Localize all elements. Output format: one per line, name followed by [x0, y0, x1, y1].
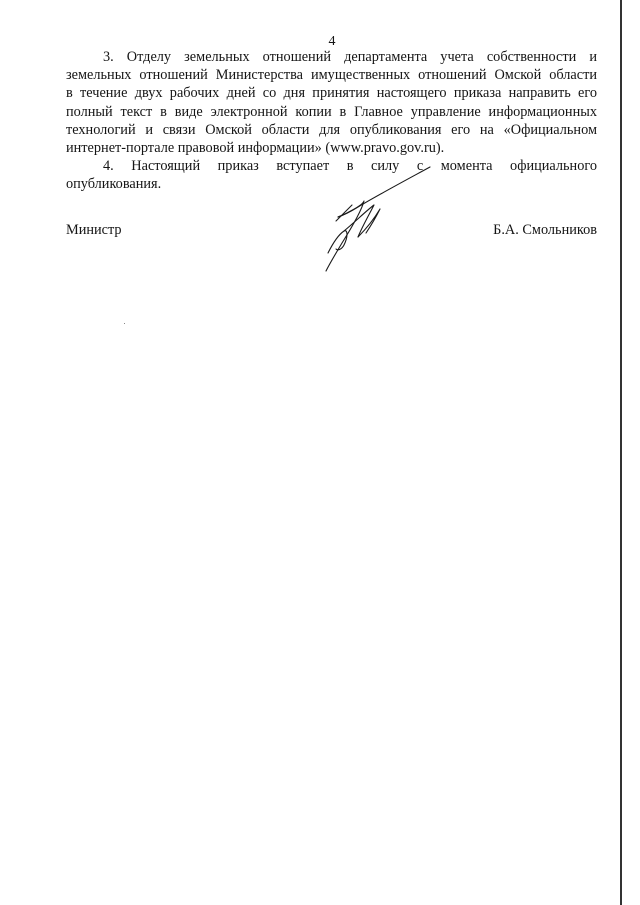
paragraph-3-line-3: в течение двух рабочих дней со дня принятия настоящего приказа направить его	[66, 85, 597, 102]
signer-name: Б.А. Смольников	[493, 222, 597, 238]
paragraph-4-line-2: опубликования.	[66, 176, 162, 193]
paragraph-3	[66, 48, 597, 157]
paragraph-4-line-1: 4. Настоящий приказ вступает в силу с момента официального	[103, 158, 597, 174]
page-edge-line	[620, 0, 622, 905]
paragraph-3-line-6: интернет-портале правовой информации» (www.pravo.gov.ru).	[66, 140, 445, 157]
handwritten-signature	[318, 165, 438, 275]
paragraph-3-line-4: полный текст в виде электронной копии в Главное управление информационных	[66, 103, 597, 120]
paragraph-3-line-2: земельных отношений Министерства имущественных отношений Омской области	[66, 67, 597, 84]
scan-speck	[124, 323, 125, 324]
paragraph-3-line-5: технологий и связи Омской области для опубликования его на «Официальном	[66, 121, 597, 138]
paragraph-3-line-1: 3. Отделу земельных отношений департамента учета собственности и	[103, 49, 597, 65]
signer-role: Министр	[66, 222, 122, 238]
page-number: 4	[328, 34, 336, 49]
